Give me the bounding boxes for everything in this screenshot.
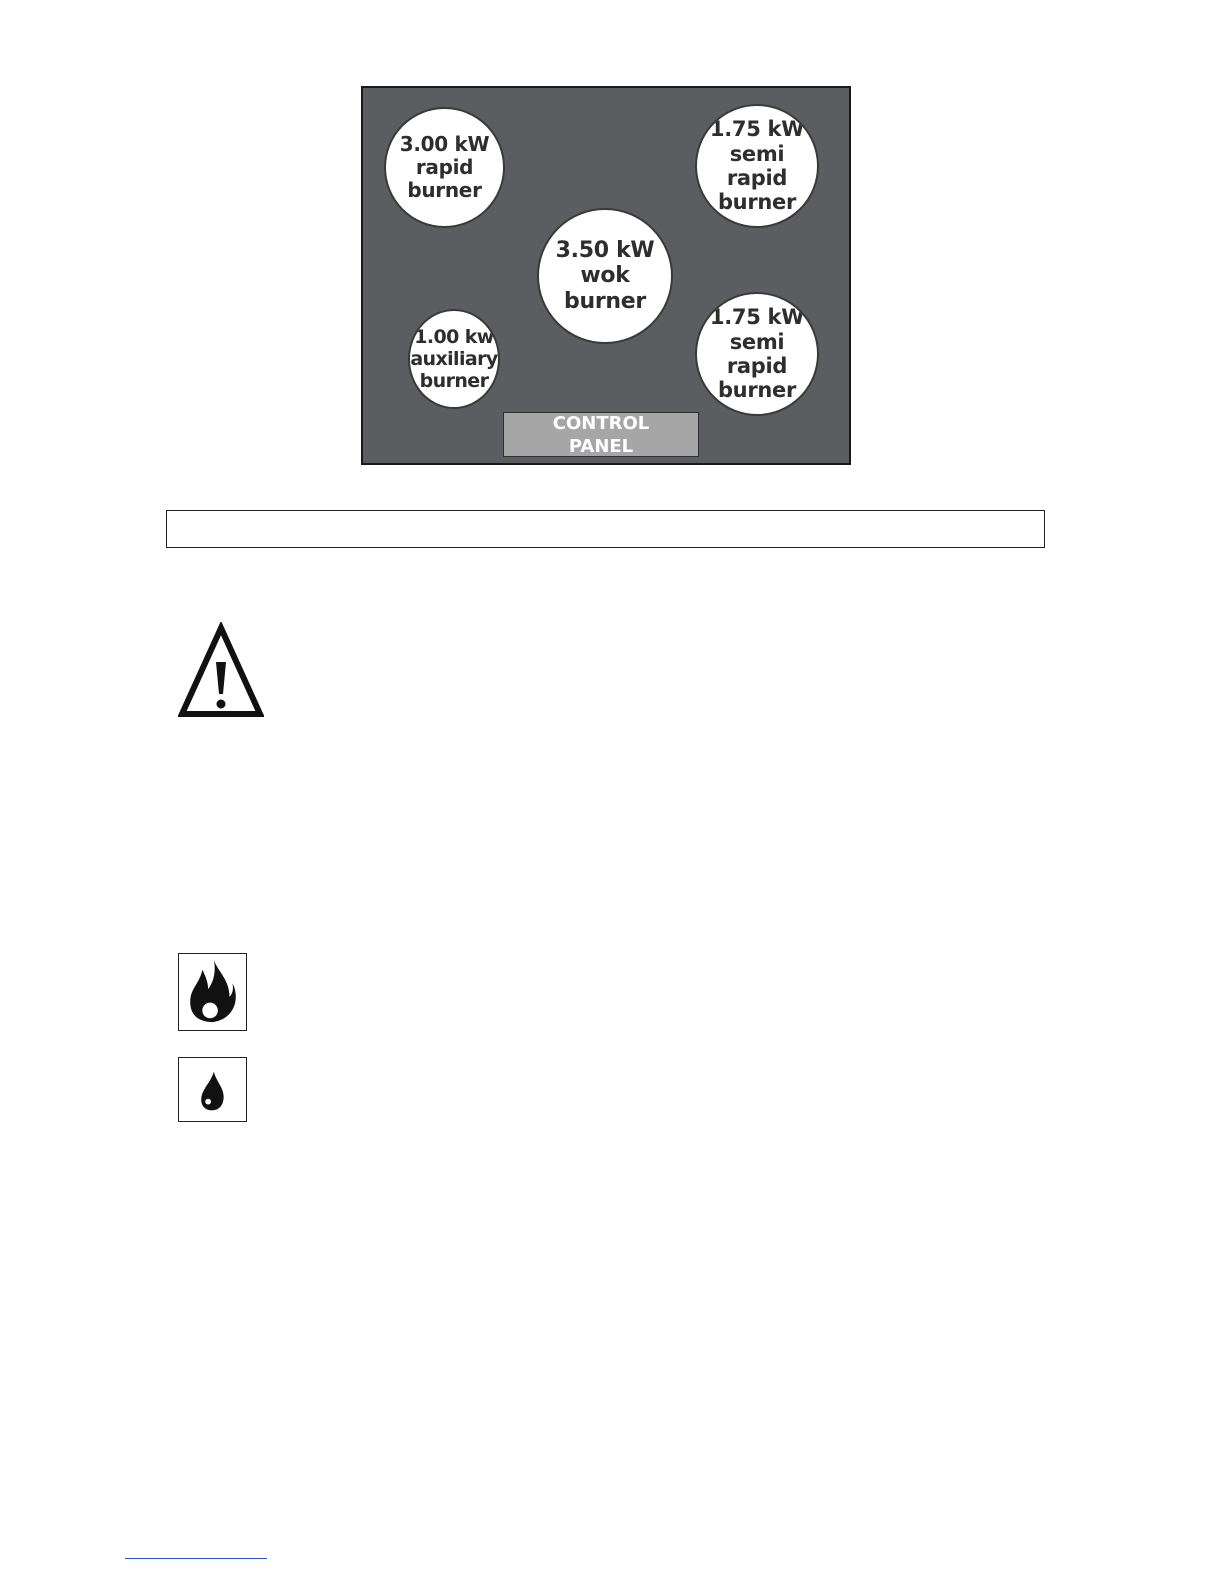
semi-rapid-burner-bottom bbox=[695, 292, 819, 416]
rapid-burner bbox=[384, 107, 505, 228]
burner-power: 1.75 kW bbox=[709, 117, 805, 142]
burner-label: burner bbox=[419, 370, 489, 393]
burner-power: 1.00 kw bbox=[414, 325, 494, 348]
wok-burner bbox=[537, 208, 673, 344]
burner-power: 1.75 kW bbox=[709, 305, 805, 330]
burner-label: rapid bbox=[726, 354, 788, 378]
burner-label: burner bbox=[564, 288, 646, 314]
minimum-flame-icon bbox=[178, 1057, 247, 1122]
burner-label: wok bbox=[580, 263, 630, 289]
burner-label: burner bbox=[717, 378, 797, 403]
hob-diagram bbox=[361, 86, 851, 465]
auxiliary-burner bbox=[408, 309, 500, 409]
burner-power: 3.00 kW bbox=[399, 131, 490, 156]
burner-label: burner bbox=[407, 178, 482, 203]
warning-triangle-icon bbox=[178, 622, 264, 718]
control-panel-label bbox=[503, 412, 699, 457]
burner-label: semi bbox=[729, 141, 785, 166]
burner-label: burner bbox=[717, 190, 797, 215]
caption-box bbox=[166, 510, 1045, 548]
burner-label: rapid bbox=[415, 154, 474, 179]
semi-rapid-burner-top bbox=[695, 104, 819, 228]
burner-power: 3.50 kW bbox=[555, 237, 655, 263]
footnote-rule bbox=[125, 1558, 267, 1559]
control-panel-line: PANEL bbox=[568, 435, 634, 457]
burner-label: semi bbox=[729, 329, 785, 354]
full-flame-icon bbox=[178, 953, 247, 1031]
burner-label: rapid bbox=[726, 166, 788, 190]
control-panel-line: CONTROL bbox=[552, 412, 650, 434]
burner-label: auxiliary bbox=[410, 347, 498, 370]
